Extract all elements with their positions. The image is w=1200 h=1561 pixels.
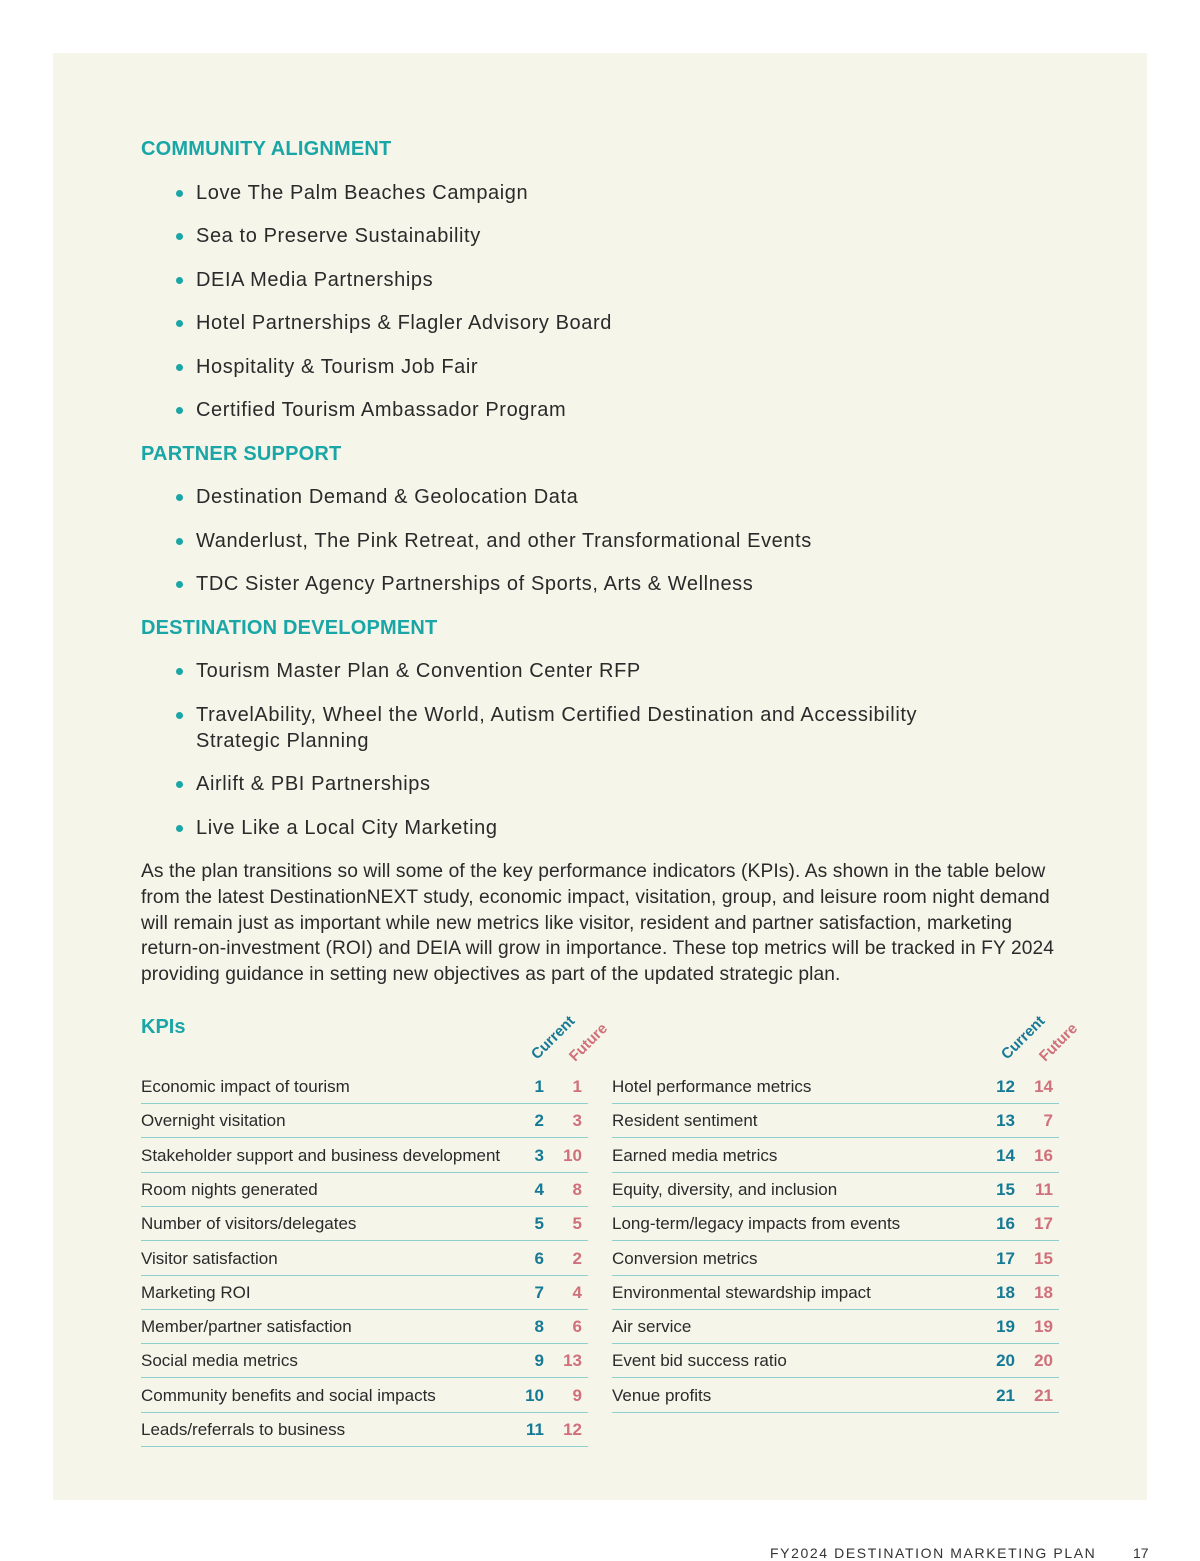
page-number: 17 bbox=[1133, 1545, 1149, 1561]
list-item: Wanderlust, The Pink Retreat, and other Transformational Events bbox=[176, 528, 1036, 554]
kpi-current-rank: 16 bbox=[996, 1214, 1015, 1234]
kpi-future-rank: 12 bbox=[563, 1420, 582, 1439]
kpi-current-rank: 7 bbox=[534, 1282, 544, 1302]
kpi-label: Stakeholder support and business development bbox=[141, 1145, 501, 1165]
kpi-future-rank: 19 bbox=[1034, 1317, 1053, 1337]
kpi-current-rank: 5 bbox=[534, 1214, 544, 1234]
table-row bbox=[141, 1069, 588, 1104]
kpi-future-rank: 9 bbox=[572, 1385, 582, 1405]
kpi-future-rank: 8 bbox=[572, 1179, 582, 1199]
table-row bbox=[612, 1206, 1059, 1241]
bullet-icon bbox=[176, 233, 183, 240]
kpi-current-rank: 3 bbox=[534, 1145, 544, 1165]
kpi-current-rank: 11 bbox=[526, 1420, 544, 1439]
bullet-icon bbox=[176, 668, 183, 675]
current-column-header: Current bbox=[997, 1012, 1049, 1063]
kpi-future-rank: 5 bbox=[572, 1214, 582, 1234]
table-row bbox=[141, 1378, 588, 1413]
bullet-icon bbox=[176, 825, 183, 832]
kpi-label: Resident sentiment bbox=[612, 1111, 758, 1131]
kpi-label: Equity, diversity, and inclusion bbox=[612, 1179, 838, 1199]
kpi-label: Number of visitors/delegates bbox=[141, 1214, 357, 1234]
kpi-label: Environmental stewardship impact bbox=[612, 1282, 871, 1302]
kpi-label: Earned media metrics bbox=[612, 1145, 778, 1165]
table-row bbox=[141, 1138, 588, 1173]
list-item: Sea to Preserve Sustainability bbox=[176, 223, 1036, 249]
table-row bbox=[141, 1343, 588, 1378]
table-row bbox=[141, 1206, 588, 1241]
kpi-future-rank: 2 bbox=[572, 1248, 582, 1268]
bullet-icon bbox=[176, 277, 183, 284]
kpi-label: Member/partner satisfaction bbox=[141, 1317, 352, 1337]
kpi-current-rank: 6 bbox=[534, 1248, 544, 1268]
kpi-current-rank: 12 bbox=[996, 1077, 1015, 1096]
kpi-future-rank: 6 bbox=[572, 1317, 582, 1337]
list-item: Live Like a Local City Marketing bbox=[176, 815, 1036, 841]
table-row bbox=[612, 1309, 1059, 1344]
kpi-label: Social media metrics bbox=[141, 1351, 298, 1371]
kpi-future-rank: 1 bbox=[572, 1077, 582, 1096]
kpi-label: Venue profits bbox=[612, 1385, 712, 1405]
kpi-future-rank: 15 bbox=[1034, 1248, 1053, 1268]
kpi-future-rank: 7 bbox=[1043, 1111, 1053, 1131]
table-row bbox=[612, 1275, 1059, 1310]
list-item: Certified Tourism Ambassador Program bbox=[176, 397, 1036, 423]
table-row bbox=[612, 1343, 1059, 1378]
list-item: Tourism Master Plan & Convention Center RFP bbox=[176, 658, 1036, 684]
bullet-icon bbox=[176, 538, 183, 545]
kpi-current-rank: 13 bbox=[996, 1111, 1015, 1131]
list-item: Hotel Partnerships & Flagler Advisory Board bbox=[176, 310, 1036, 336]
bullet-icon bbox=[176, 781, 183, 788]
table-row bbox=[141, 1309, 588, 1344]
kpi-current-rank: 18 bbox=[996, 1282, 1015, 1302]
table-row bbox=[612, 1241, 1059, 1276]
kpi-future-rank: 21 bbox=[1034, 1385, 1053, 1405]
future-column-header: Future bbox=[1035, 1019, 1082, 1065]
kpi-future-rank: 17 bbox=[1034, 1214, 1053, 1234]
kpi-future-rank: 14 bbox=[1034, 1077, 1053, 1096]
kpi-label: Economic impact of tourism bbox=[141, 1077, 350, 1096]
kpi-current-rank: 4 bbox=[534, 1179, 544, 1199]
section-heading-destination-development: DESTINATION DEVELOPMENT bbox=[141, 617, 438, 639]
kpi-current-rank: 15 bbox=[996, 1179, 1015, 1199]
bullet-icon bbox=[176, 320, 183, 327]
kpi-current-rank: 9 bbox=[534, 1351, 544, 1371]
kpi-current-rank: 10 bbox=[525, 1385, 544, 1405]
kpi-label: Hotel performance metrics bbox=[612, 1077, 812, 1096]
kpi-current-rank: 14 bbox=[996, 1145, 1015, 1165]
kpi-current-rank: 2 bbox=[534, 1111, 544, 1131]
bullet-icon bbox=[176, 407, 183, 414]
list-item: DEIA Media Partnerships bbox=[176, 267, 1036, 293]
kpi-label: Marketing ROI bbox=[141, 1282, 251, 1302]
list-item: TravelAbility, Wheel the World, Autism Certified Destination and Accessibility Strategic Planning bbox=[176, 702, 996, 754]
kpi-label: Conversion metrics bbox=[612, 1248, 758, 1268]
kpi-label: Overnight visitation bbox=[141, 1111, 286, 1131]
bullet-icon bbox=[176, 364, 183, 371]
bullet-icon bbox=[176, 190, 183, 197]
current-column-header: Current bbox=[527, 1012, 579, 1063]
kpi-label: Community benefits and social impacts bbox=[141, 1385, 436, 1405]
table-row bbox=[612, 1069, 1059, 1104]
table-row bbox=[612, 1103, 1059, 1138]
kpi-current-rank: 1 bbox=[534, 1077, 544, 1096]
section-heading-community-alignment: COMMUNITY ALIGNMENT bbox=[141, 138, 392, 160]
kpi-current-rank: 8 bbox=[534, 1317, 544, 1337]
bullet-icon bbox=[176, 712, 183, 719]
table-row bbox=[141, 1241, 588, 1276]
list-item: Hospitality & Tourism Job Fair bbox=[176, 354, 1036, 380]
kpi-future-rank: 20 bbox=[1034, 1351, 1053, 1371]
kpi-label: Visitor satisfaction bbox=[141, 1248, 278, 1268]
list-item: Love The Palm Beaches Campaign bbox=[176, 180, 1036, 206]
kpi-label: Leads/referrals to business bbox=[141, 1420, 346, 1439]
kpi-current-rank: 21 bbox=[996, 1385, 1015, 1405]
kpi-future-rank: 11 bbox=[1035, 1179, 1053, 1199]
list-item: TDC Sister Agency Partnerships of Sports, Arts & Wellness bbox=[176, 571, 1036, 597]
kpi-future-rank: 4 bbox=[572, 1282, 582, 1302]
table-row bbox=[141, 1412, 588, 1447]
table-row bbox=[141, 1103, 588, 1138]
table-row bbox=[612, 1172, 1059, 1207]
kpi-current-rank: 20 bbox=[996, 1351, 1015, 1371]
section-heading-partner-support: PARTNER SUPPORT bbox=[141, 443, 342, 465]
list-item: Airlift & PBI Partnerships bbox=[176, 771, 1036, 797]
kpi-future-rank: 10 bbox=[563, 1145, 582, 1165]
kpi-current-rank: 19 bbox=[996, 1317, 1015, 1337]
kpi-label: Long-term/legacy impacts from events bbox=[612, 1214, 901, 1234]
kpi-title: KPIs bbox=[141, 1016, 186, 1038]
kpi-future-rank: 18 bbox=[1034, 1282, 1053, 1302]
table-row bbox=[141, 1275, 588, 1310]
kpi-future-rank: 3 bbox=[572, 1111, 582, 1131]
bullet-icon bbox=[176, 494, 183, 501]
list-item: Destination Demand & Geolocation Data bbox=[176, 484, 1036, 510]
table-row bbox=[612, 1378, 1059, 1413]
bullet-icon bbox=[176, 581, 183, 588]
kpi-future-rank: 16 bbox=[1034, 1145, 1053, 1165]
kpi-current-rank: 17 bbox=[996, 1248, 1015, 1268]
table-row bbox=[141, 1172, 588, 1207]
kpi-label: Room nights generated bbox=[141, 1179, 318, 1199]
kpi-label: Air service bbox=[612, 1317, 692, 1337]
future-column-header: Future bbox=[565, 1019, 612, 1065]
kpi-label: Event bid success ratio bbox=[612, 1351, 787, 1371]
footer-title: FY2024 DESTINATION MARKETING PLAN bbox=[770, 1545, 1097, 1561]
kpi-future-rank: 13 bbox=[563, 1351, 582, 1371]
table-row bbox=[612, 1138, 1059, 1173]
body-paragraph: As the plan transitions so will some of the key performance indicators (KPIs). As shown in the table below from the latest DestinationNEXT study, economic impact, visitation, group, and leisure room night demand will remain just as important while new metrics like visitor, resident and partner satisfaction, marketing return-on-investment (ROI) and DEIA will grow in importance. These top metrics will be tracked in FY 2024 providing guidance in setting new objectives as part of the updated strategic plan. bbox=[141, 861, 1055, 986]
